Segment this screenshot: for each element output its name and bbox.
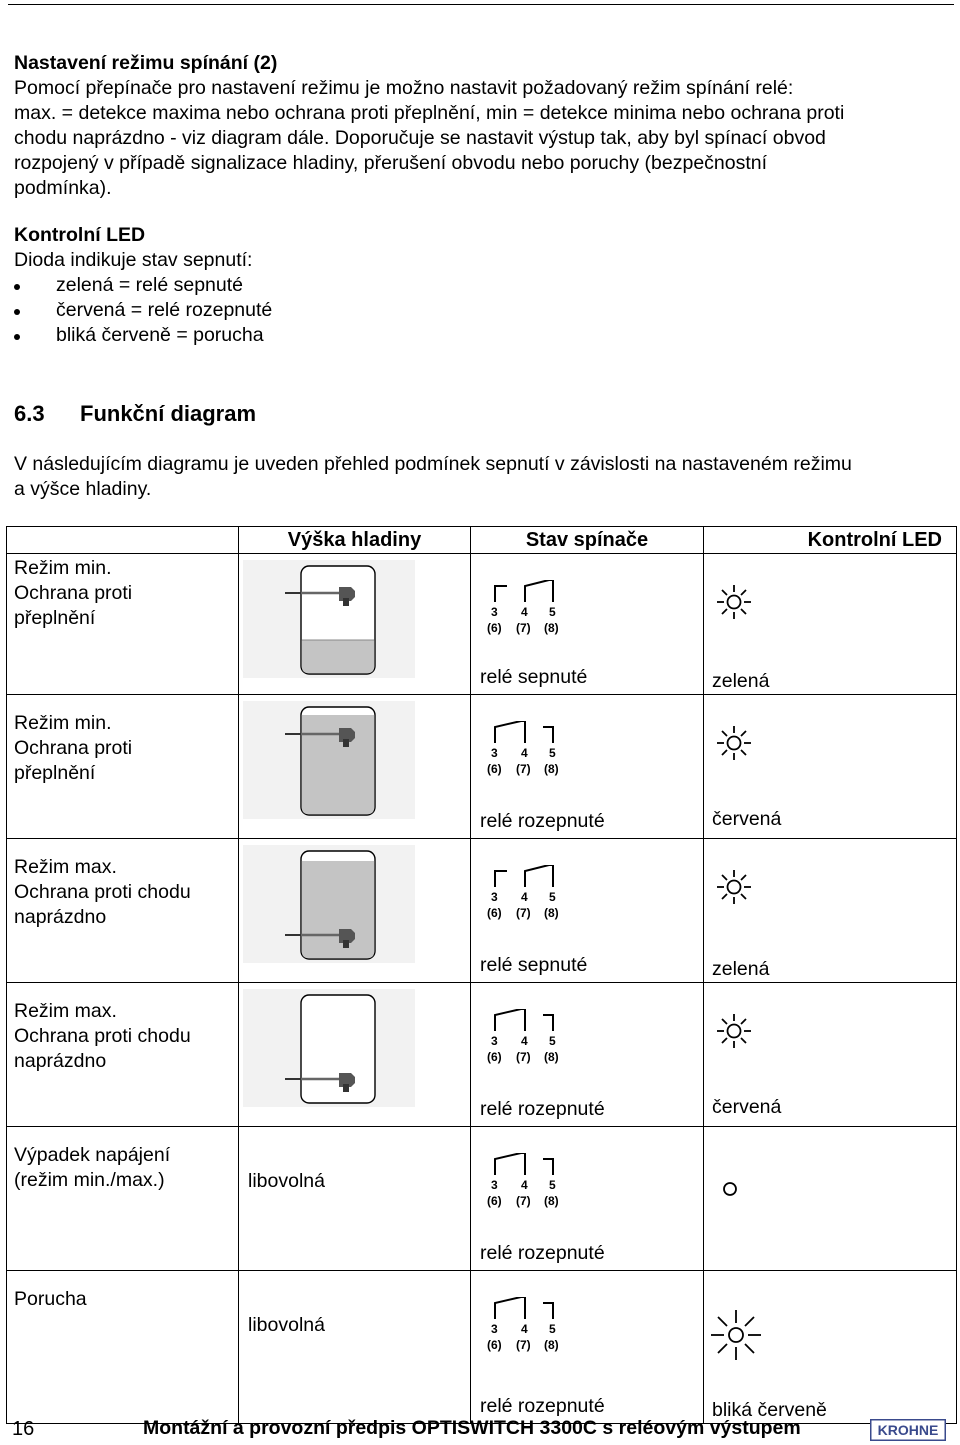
led-cell (704, 1127, 957, 1271)
switch-cell (471, 554, 704, 695)
mode-cell (7, 1127, 239, 1271)
mode-cell (7, 1271, 239, 1424)
terminal-label: 3 (491, 1178, 498, 1192)
table-header-led: Kontrolní LED (704, 527, 957, 554)
list-item (14, 273, 944, 298)
intro-block (14, 51, 944, 201)
led-on-icon (714, 1011, 754, 1051)
mode-text: Porucha (14, 1288, 87, 1310)
logo-text: KROHNE (877, 1422, 939, 1438)
mode-text: Výpadek napájení (režim min./max.) (14, 1144, 171, 1191)
level-text: libovolná (248, 1314, 325, 1336)
terminal-label: (6) (487, 621, 502, 635)
section-line: a výšce hladiny. (14, 478, 152, 500)
led-list (14, 273, 944, 348)
mode-text: Režim max. Ochrana proti chodu naprázdno (14, 856, 191, 928)
table-header-mode (7, 527, 239, 554)
led-on-icon (714, 723, 754, 763)
page-footer (8, 1412, 954, 1445)
led-state-text: zelená (712, 670, 770, 692)
section-text (14, 452, 944, 502)
page-number: 16 (12, 1418, 35, 1440)
terminal-label: (8) (544, 1338, 559, 1352)
terminal-label: 4 (521, 1322, 528, 1336)
table-row (7, 1271, 957, 1424)
terminal-label: 4 (521, 890, 528, 904)
led-heading: Kontrolní LED (14, 224, 146, 246)
relay-open-icon (487, 1009, 577, 1067)
switch-cell (471, 1271, 704, 1424)
intro-line: rozpojený v případě signalizace hladiny, přerušení obvodu nebo poruchy (bezpečnostní (14, 152, 768, 174)
switch-state-text: relé rozepnuté (480, 1098, 605, 1120)
list-item (14, 298, 944, 323)
list-item-text: červená = relé rozepnuté (56, 299, 273, 321)
terminal-label: (7) (516, 762, 531, 776)
switch-state-text: relé sepnuté (480, 666, 588, 688)
table-row (7, 983, 957, 1127)
led-cell (704, 983, 957, 1127)
terminal-label: (7) (516, 1050, 531, 1064)
bullet-icon (14, 334, 20, 340)
mode-cell (7, 695, 239, 839)
led-on-icon (714, 867, 754, 907)
section-line: V následujícím diagramu je uveden přehled podmínek sepnutí v závislosti na nastaveném režimu (14, 453, 852, 475)
terminal-label: 5 (549, 1322, 556, 1336)
led-state-text: červená (712, 1096, 782, 1118)
switch-cell (471, 1127, 704, 1271)
terminal-label: (6) (487, 1338, 502, 1352)
led-state-text: bliká červeně (712, 1399, 827, 1421)
relay-closed-icon (487, 580, 577, 638)
tank-empty-image (243, 989, 415, 1107)
terminal-label: 5 (549, 1034, 556, 1048)
footer-title: Montážní a provozní předpis OPTISWITCH 3300C s reléovým výstupem (143, 1417, 801, 1439)
led-blinking-icon (708, 1307, 764, 1363)
terminal-label: 4 (521, 605, 528, 619)
level-cell (239, 983, 471, 1127)
top-rule (8, 4, 954, 5)
led-cell (704, 695, 957, 839)
intro-heading: Nastavení režimu spínání (2) (14, 52, 278, 74)
terminal-label: 5 (549, 746, 556, 760)
terminal-label: (8) (544, 906, 559, 920)
led-on-icon (714, 582, 754, 622)
table-header-row (7, 527, 957, 554)
terminal-label: 4 (521, 746, 528, 760)
table-row (7, 1127, 957, 1271)
section-heading (14, 399, 256, 429)
level-cell (239, 554, 471, 695)
table-header-level: Výška hladiny (239, 527, 471, 554)
tank-high-level-image (243, 845, 415, 963)
led-off-icon (714, 1169, 754, 1209)
switch-state-text: relé rozepnuté (480, 810, 605, 832)
table-row (7, 839, 957, 983)
relay-open-icon (487, 1297, 577, 1355)
terminal-label: 3 (491, 1322, 498, 1336)
section-number: 6.3 (14, 401, 45, 426)
relay-closed-icon (487, 865, 577, 923)
relay-open-icon (487, 721, 577, 779)
mode-text: Režim min. Ochrana proti přeplnění (14, 712, 133, 784)
switch-cell (471, 695, 704, 839)
mode-cell (7, 839, 239, 983)
switch-cell (471, 983, 704, 1127)
led-subtitle: Dioda indikuje stav sepnutí: (14, 249, 253, 271)
terminal-label: (6) (487, 1050, 502, 1064)
switch-state-text: relé sepnuté (480, 954, 588, 976)
tank-low-level-image (243, 560, 415, 678)
mode-cell (7, 983, 239, 1127)
tank-high-level-image (243, 701, 415, 819)
terminal-label: (6) (487, 762, 502, 776)
list-item-text: bliká červeně = porucha (56, 324, 264, 346)
level-cell (239, 1127, 471, 1271)
level-cell (239, 1271, 471, 1424)
terminal-label: 3 (491, 746, 498, 760)
list-item (14, 323, 944, 348)
mode-cell (7, 554, 239, 695)
terminal-label: (7) (516, 1194, 531, 1208)
krohne-logo (870, 1419, 946, 1441)
table-row (7, 695, 957, 839)
terminal-label: (6) (487, 906, 502, 920)
level-cell (239, 839, 471, 983)
table-row (7, 554, 957, 695)
bullet-icon (14, 309, 20, 315)
terminal-label: 4 (521, 1034, 528, 1048)
mode-text: Režim max. Ochrana proti chodu naprázdno (14, 1000, 191, 1072)
led-state-text: červená (712, 808, 782, 830)
terminal-label: (7) (516, 906, 531, 920)
led-cell (704, 839, 957, 983)
led-block (14, 223, 944, 348)
led-state-text: zelená (712, 958, 770, 980)
terminal-label: (8) (544, 621, 559, 635)
intro-line: max. = detekce maxima nebo ochrana proti přeplnění, min = detekce minima nebo ochrana proti (14, 102, 845, 124)
terminal-label: (8) (544, 1194, 559, 1208)
section-title: Funkční diagram (80, 401, 257, 426)
level-cell (239, 695, 471, 839)
terminal-label: 5 (549, 605, 556, 619)
switch-state-text: relé rozepnuté (480, 1395, 605, 1417)
led-cell (704, 554, 957, 695)
mode-text: Režim min. Ochrana proti přeplnění (14, 557, 133, 629)
terminal-label: (7) (516, 1338, 531, 1352)
led-cell (704, 1271, 957, 1424)
bullet-icon (14, 284, 20, 290)
terminal-label: 5 (549, 1178, 556, 1192)
intro-line: chodu naprázdno - viz diagram dále. Doporučuje se nastavit výstup tak, aby byl spínací obvod (14, 127, 826, 149)
switch-state-text: relé rozepnuté (480, 1242, 605, 1264)
terminal-label: (6) (487, 1194, 502, 1208)
terminal-label: 3 (491, 1034, 498, 1048)
relay-open-icon (487, 1153, 577, 1211)
intro-line: podmínka). (14, 177, 112, 199)
terminal-label: (7) (516, 621, 531, 635)
intro-line: Pomocí přepínače pro nastavení režimu je možno nastavit požadovaný režim spínání relé: (14, 77, 794, 99)
switch-cell (471, 839, 704, 983)
level-text: libovolná (248, 1170, 325, 1192)
table-header-switch: Stav spínače (471, 527, 704, 554)
terminal-label: (8) (544, 1050, 559, 1064)
terminal-label: 4 (521, 1178, 528, 1192)
terminal-label: (8) (544, 762, 559, 776)
terminal-label: 5 (549, 890, 556, 904)
terminal-label: 3 (491, 890, 498, 904)
function-diagram-table (6, 526, 957, 1424)
terminal-label: 3 (491, 605, 498, 619)
list-item-text: zelená = relé sepnuté (56, 274, 244, 296)
